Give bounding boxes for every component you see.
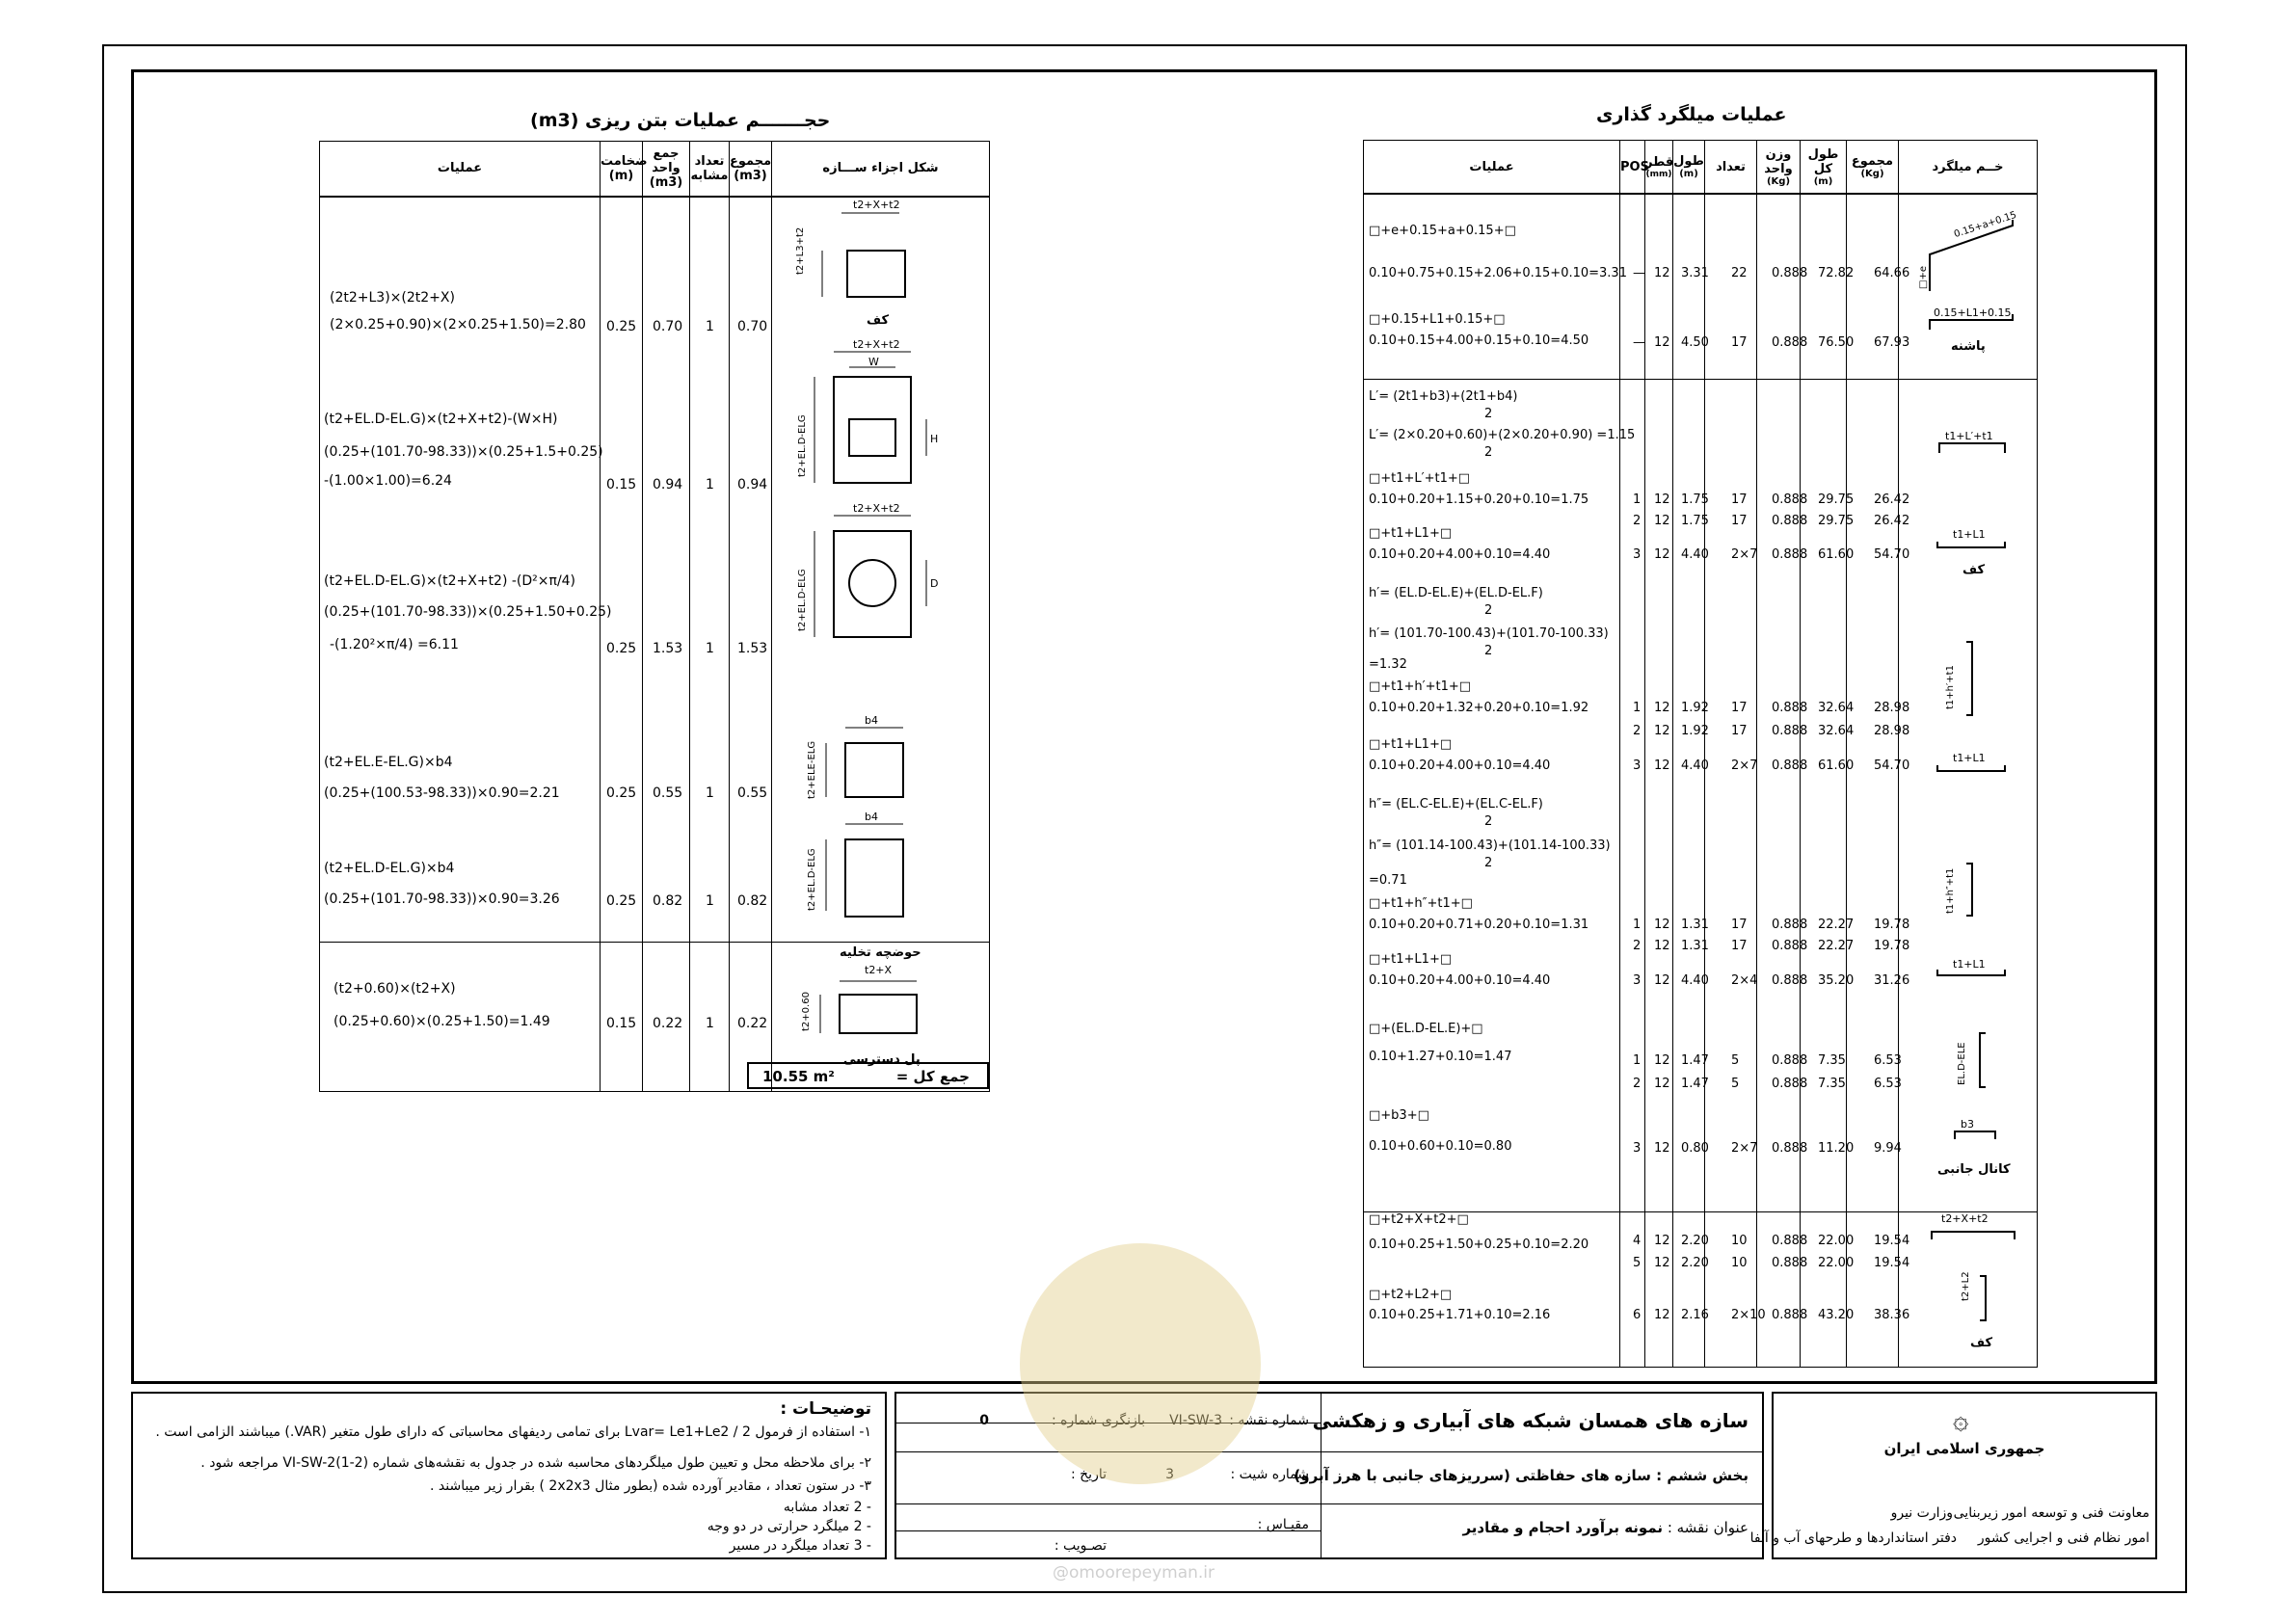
emblem-icon: ۞ bbox=[1953, 1403, 1969, 1435]
rebar-pos-value: 1 bbox=[1633, 492, 1642, 507]
dim-label: b4 bbox=[865, 713, 878, 727]
note-3: ۳- در ستون تعداد ، مقادیر آورده شده (بطور مثال 2x2x3 ) بقرار زیر میباشند . bbox=[429, 1478, 871, 1494]
unit-volume-value: 0.70 bbox=[653, 318, 683, 334]
rebar-w-value: 0.888 bbox=[1772, 724, 1808, 738]
rebar-dia-value: 12 bbox=[1654, 492, 1670, 507]
sheet-no: VI-SW-3 bbox=[1169, 1413, 1222, 1428]
dim-label: t2+X bbox=[865, 964, 893, 977]
formula-line: □+t2+X+t2+□ bbox=[1369, 1212, 1469, 1227]
formula: -(1.20²×π/4) =6.11 bbox=[330, 636, 459, 652]
thickness-value: 0.25 bbox=[606, 892, 637, 909]
rebar-len-value: 1.47 bbox=[1681, 1077, 1709, 1091]
count-value: 1 bbox=[706, 640, 714, 656]
dim-label: t1+L1 bbox=[1953, 528, 1986, 541]
formula: (0.25+0.60)×(0.25+1.50)=1.49 bbox=[334, 1014, 550, 1030]
section-title: بخش ششم : سازه های حفاظتی (سرریزهای جانبی با هرز آبرو) bbox=[1294, 1467, 1749, 1484]
rebar-dia-value: 12 bbox=[1654, 1234, 1670, 1248]
concrete-unit-cell bbox=[643, 197, 690, 943]
rebar-sum-value: 67.93 bbox=[1874, 335, 1910, 350]
formula-line: 2 bbox=[1484, 814, 1493, 829]
col-length: طول (m) bbox=[1673, 141, 1705, 195]
rebar-tl-value: 22.00 bbox=[1818, 1234, 1855, 1248]
shape-label-floor: کف bbox=[1970, 1336, 1993, 1350]
rebar-sum-value: 19.78 bbox=[1874, 918, 1910, 932]
formula-line: 2 bbox=[1484, 644, 1493, 658]
rebar-w-value: 0.888 bbox=[1772, 335, 1808, 350]
formula-line: =1.32 bbox=[1369, 657, 1407, 672]
dim-label: t2+0.60 bbox=[801, 992, 812, 1032]
total-value: 1.53 bbox=[737, 640, 768, 656]
rebar-cnt-value: 5 bbox=[1731, 1077, 1740, 1091]
dim-label: t2+X+t2 bbox=[853, 337, 900, 351]
rebar-sum-value: 26.42 bbox=[1874, 492, 1910, 507]
dim-label: t2+ELE-ELG bbox=[807, 740, 817, 799]
rebar-sum-value: 28.98 bbox=[1874, 724, 1910, 738]
col-count: تعداد bbox=[1705, 141, 1757, 195]
scale-label: مقیـاس : bbox=[1257, 1517, 1309, 1532]
rebar-dia-value: 12 bbox=[1654, 1077, 1670, 1091]
rebar-sum-value: 9.94 bbox=[1874, 1141, 1902, 1156]
rebar-dia-value: 12 bbox=[1654, 973, 1670, 988]
rebar-pos-value: 4 bbox=[1633, 1234, 1642, 1248]
rebar-len-value: 2.16 bbox=[1681, 1308, 1709, 1322]
rebar-pos-value: 3 bbox=[1633, 973, 1642, 988]
rebar-tl-value: 22.27 bbox=[1818, 939, 1855, 953]
formula-line: 0.10+0.20+4.00+0.10=4.40 bbox=[1369, 758, 1551, 773]
formula-line: L′= (2t1+b3)+(2t1+b4) bbox=[1369, 389, 1518, 404]
count-value: 1 bbox=[706, 1016, 714, 1032]
rebar-tl-value: 72.82 bbox=[1818, 266, 1855, 280]
rebar-cnt-value: 17 bbox=[1731, 514, 1748, 528]
col-unit-weight: وزن واحد (Kg) bbox=[1757, 141, 1801, 195]
concrete-count-cell bbox=[690, 943, 730, 1092]
formula-line: 0.10+0.25+1.71+0.10=2.16 bbox=[1369, 1308, 1551, 1322]
count-value: 1 bbox=[706, 318, 714, 334]
thickness-value: 0.25 bbox=[606, 785, 637, 801]
dim-label: t2+X+t2 bbox=[853, 501, 900, 515]
rebar-sum-value: 19.54 bbox=[1874, 1256, 1910, 1270]
total-value: 0.55 bbox=[737, 785, 768, 801]
rebar-sum-value: 38.36 bbox=[1874, 1308, 1910, 1322]
formula: (0.25+(101.70-98.33))×(0.25+1.50+0.25) bbox=[324, 603, 612, 620]
rebar-tl-value: 7.35 bbox=[1818, 1077, 1846, 1091]
rebar-cnt-value: 2×7 bbox=[1731, 547, 1758, 562]
rebar-dia-value: 12 bbox=[1654, 547, 1670, 562]
rebar-cnt-value: 10 bbox=[1731, 1256, 1748, 1270]
rebar-pos-value: 5 bbox=[1633, 1256, 1642, 1270]
note-2: ۲- برای ملاحظه محل و تعیین طول میلگردهای محاسبه شده در جدول به نقشه‌های شماره (2-1)VI-SW-2 مراجعه شود . bbox=[200, 1455, 871, 1471]
concrete-total-cell bbox=[730, 197, 772, 943]
rebar-cnt-value: 5 bbox=[1731, 1053, 1740, 1068]
dim-label: t2+X+t2 bbox=[853, 198, 900, 211]
formula-line: □+t1+h′+t1+□ bbox=[1369, 679, 1472, 694]
formula-line: □+e+0.15+a+0.15+□ bbox=[1369, 224, 1516, 238]
formula: -(1.00×1.00)=6.24 bbox=[324, 472, 452, 489]
date-label: تاریخ : bbox=[1070, 1467, 1107, 1482]
rebar-pos-value: 2 bbox=[1633, 939, 1642, 953]
count-value: 1 bbox=[706, 785, 714, 801]
rebar-cnt-value: 17 bbox=[1731, 724, 1748, 738]
rebar-len-value: 0.80 bbox=[1681, 1141, 1709, 1156]
shape-label-floor: کف bbox=[867, 312, 890, 328]
col-thickness: ضخامت (m) bbox=[601, 142, 643, 197]
rebar-pos-value: 3 bbox=[1633, 547, 1642, 562]
rebar-pos-value: 2 bbox=[1633, 724, 1642, 738]
dim-label: t1+h′+t1 bbox=[1945, 665, 1956, 709]
rebar-dia-value: 12 bbox=[1654, 266, 1670, 280]
ministry: وزارت نیرو bbox=[1890, 1505, 1953, 1521]
total-label: جمع کل = bbox=[895, 1068, 970, 1085]
rebar-w-value: 0.888 bbox=[1772, 1256, 1808, 1270]
rebar-cnt-value: 2×7 bbox=[1731, 1141, 1758, 1156]
rebar-tl-value: 22.00 bbox=[1818, 1256, 1855, 1270]
rebar-cnt-value: 17 bbox=[1731, 701, 1748, 715]
formula: (2×0.25+0.90)×(2×0.25+1.50)=2.80 bbox=[330, 316, 586, 333]
formula-line: □+(EL.D-EL.E)+□ bbox=[1369, 1022, 1483, 1036]
dim-label: 0.15+a+0.15 bbox=[1952, 209, 2018, 241]
rebar-sum-value: 31.26 bbox=[1874, 973, 1910, 988]
rebar-sum-value: 64.66 bbox=[1874, 266, 1910, 280]
rebar-pos-value: — bbox=[1633, 335, 1645, 350]
formula-line: 2 bbox=[1484, 445, 1493, 460]
rebar-w-value: 0.888 bbox=[1772, 1308, 1808, 1322]
rebar-cnt-value: 22 bbox=[1731, 266, 1748, 280]
country-name: جمهوری اسلامی ایران bbox=[1883, 1440, 2045, 1457]
rebar-w-value: 0.888 bbox=[1772, 973, 1808, 988]
rebar-tl-value: 22.27 bbox=[1818, 918, 1855, 932]
formula: (t2+EL.E-EL.G)×b4 bbox=[324, 754, 453, 770]
rebar-len-value: 1.31 bbox=[1681, 939, 1709, 953]
note-1: ۱- استفاده از فرمول Lvar= Le1+Le2 / 2 برای تمامی ردیفهای محاسباتی که دارای طول متغیر (VAR.) میباشند الزامی است . bbox=[155, 1424, 871, 1440]
formula-line: □+t1+L1+□ bbox=[1369, 952, 1453, 967]
rebar-cnt-value: 2×4 bbox=[1731, 973, 1758, 988]
count-value: 1 bbox=[706, 892, 714, 909]
rebar-len-value: 2.20 bbox=[1681, 1234, 1709, 1248]
formula-line: 2 bbox=[1484, 407, 1493, 421]
concrete-ops-cell bbox=[320, 197, 612, 943]
formula-line: 2 bbox=[1484, 603, 1493, 618]
formula-line: 2 bbox=[1484, 856, 1493, 870]
formula-line: h″= (EL.C-EL.E)+(EL.C-EL.F) bbox=[1369, 797, 1543, 812]
rebar-w-value: 0.888 bbox=[1772, 701, 1808, 715]
shape-label-heel: پاشنه bbox=[1951, 339, 1986, 354]
rebar-cnt-value: 2×7 bbox=[1731, 758, 1758, 773]
rebar-w-value: 0.888 bbox=[1772, 939, 1808, 953]
note-4: - 2 تعداد مشابه bbox=[783, 1500, 871, 1515]
concrete-total-box bbox=[747, 1062, 989, 1089]
formula-line: h″= (101.14-100.43)+(101.14-100.33) bbox=[1369, 838, 1611, 853]
dim-label: □+e bbox=[1918, 266, 1929, 289]
unit-volume-value: 0.94 bbox=[653, 476, 683, 492]
rebar-tl-value: 61.60 bbox=[1818, 547, 1855, 562]
col-shape: شکل اجزاء ســـازه bbox=[772, 142, 990, 197]
shape-label-basin: حوضچه تخلیه bbox=[840, 945, 921, 960]
rebar-sum-value: 54.70 bbox=[1874, 758, 1910, 773]
formula: (0.25+(101.70-98.33))×0.90=3.26 bbox=[324, 891, 560, 907]
formula: (2t2+L3)×(2t2+X) bbox=[330, 289, 455, 306]
formula: (0.25+(101.70-98.33))×(0.25+1.5+0.25) bbox=[324, 443, 603, 460]
unit-volume-value: 0.22 bbox=[653, 1016, 683, 1032]
formula: (t2+0.60)×(t2+X) bbox=[334, 981, 456, 998]
dim-label: b4 bbox=[865, 810, 878, 823]
formula-line: □+t1+L′+t1+□ bbox=[1369, 471, 1471, 486]
dim-label: t1+L1 bbox=[1953, 958, 1986, 971]
sheet: 3 bbox=[1165, 1467, 1174, 1482]
notes-title: توضیحـات : bbox=[780, 1399, 871, 1419]
dim-label: b3 bbox=[1961, 1118, 1974, 1131]
sheet-label: شماره شیت : bbox=[1230, 1467, 1309, 1482]
rebar-dia-value: 12 bbox=[1654, 1053, 1670, 1068]
col-operations: عملیات bbox=[1364, 141, 1620, 195]
thickness-value: 0.25 bbox=[606, 640, 637, 656]
formula: (0.25+(100.53-98.33))×0.90=2.21 bbox=[324, 785, 560, 801]
total-value: 0.70 bbox=[737, 318, 768, 334]
rebar-pos-value: 1 bbox=[1633, 701, 1642, 715]
dim-label: t2+L3+t2 bbox=[795, 226, 806, 275]
rebar-dia-value: 12 bbox=[1654, 335, 1670, 350]
rebar-len-value: 1.75 bbox=[1681, 514, 1709, 528]
formula: (t2+EL.D-EL.G)×(t2+X+t2) -(D²×π/4) bbox=[324, 572, 576, 589]
unit-volume-value: 0.55 bbox=[653, 785, 683, 801]
thickness-value: 0.25 bbox=[606, 318, 637, 334]
rebar-title: عملیات میلگرد گذاری bbox=[1596, 104, 1787, 125]
formula-line: 0.10+0.60+0.10=0.80 bbox=[1369, 1139, 1512, 1154]
rebar-len-value: 1.47 bbox=[1681, 1053, 1709, 1068]
shape-label-bridge: پل دسترسی bbox=[843, 1052, 921, 1068]
formula-line: □+t1+h″+t1+□ bbox=[1369, 896, 1473, 911]
dim-label: t2+X+t2 bbox=[1941, 1212, 1989, 1225]
watermark-text: @omoorepeyman.ir bbox=[1053, 1563, 1215, 1583]
rebar-len-value: 4.50 bbox=[1681, 335, 1709, 350]
concrete-count-cell bbox=[690, 197, 730, 943]
rebar-dia-value: 12 bbox=[1654, 724, 1670, 738]
rebar-sum-value: 54.70 bbox=[1874, 547, 1910, 562]
total-value: 0.94 bbox=[737, 476, 768, 492]
rebar-len-value: 4.40 bbox=[1681, 973, 1709, 988]
rebar-pos-value: 3 bbox=[1633, 1141, 1642, 1156]
rebar-tl-value: 32.64 bbox=[1818, 701, 1855, 715]
rebar-pos-value: 1 bbox=[1633, 918, 1642, 932]
rebar-sum-value: 28.98 bbox=[1874, 701, 1910, 715]
drawing-title: عنوان نقشه : نمونه برآورد احجام و مقادیر bbox=[1462, 1519, 1749, 1536]
unit-volume-value: 0.82 bbox=[653, 892, 683, 909]
org-block bbox=[1749, 1392, 2157, 1559]
formula-line: □+0.15+L1+0.15+□ bbox=[1369, 312, 1506, 327]
main-title: سازه های همسان شبکه های آبیاری و زهکشی bbox=[1312, 1409, 1749, 1432]
col-operations: عملیات bbox=[320, 142, 601, 197]
dim-label: t1+L1 bbox=[1953, 752, 1986, 764]
rebar-w-value: 0.888 bbox=[1772, 1141, 1808, 1156]
rebar-w-value: 0.888 bbox=[1772, 547, 1808, 562]
rebar-tl-value: 61.60 bbox=[1818, 758, 1855, 773]
rebar-tl-value: 76.50 bbox=[1818, 335, 1855, 350]
formula-line: 0.10+0.75+0.15+2.06+0.15+0.10=3.31 bbox=[1369, 266, 1627, 280]
rebar-cnt-value: 17 bbox=[1731, 939, 1748, 953]
rebar-len-value: 4.40 bbox=[1681, 758, 1709, 773]
rebar-tl-value: 29.75 bbox=[1818, 492, 1855, 507]
rebar-pos-value: 6 bbox=[1633, 1308, 1642, 1322]
rebar-w-value: 0.888 bbox=[1772, 918, 1808, 932]
rebar-sum-value: 26.42 bbox=[1874, 514, 1910, 528]
formula-line: 0.10+0.20+4.00+0.10=4.40 bbox=[1369, 973, 1551, 988]
revision: 0 bbox=[979, 1413, 989, 1428]
rebar-pos-value: 2 bbox=[1633, 514, 1642, 528]
concrete-shapes-drawing bbox=[772, 198, 988, 918]
concrete-thickness-cell bbox=[601, 943, 643, 1092]
rebar-dia-value: 12 bbox=[1654, 1256, 1670, 1270]
rebar-cnt-value: 17 bbox=[1731, 335, 1748, 350]
rebar-cnt-value: 17 bbox=[1731, 492, 1748, 507]
col-total-length: طول کل (m) bbox=[1801, 141, 1847, 195]
formula-line: 0.10+0.15+4.00+0.15+0.10=4.50 bbox=[1369, 333, 1589, 348]
shape-label-floor: کف bbox=[1962, 563, 1986, 577]
total-value: 0.22 bbox=[737, 1016, 768, 1032]
concrete-unit-cell bbox=[643, 943, 690, 1092]
rebar-len-value: 1.92 bbox=[1681, 724, 1709, 738]
concrete-shape-cell bbox=[772, 197, 990, 960]
rebar-tl-value: 7.35 bbox=[1818, 1053, 1846, 1068]
dim-label: t1+L′+t1 bbox=[1945, 430, 1993, 442]
dim-label: H bbox=[930, 432, 939, 445]
rebar-w-value: 0.888 bbox=[1772, 1234, 1808, 1248]
dim-label: t2+EL.D-ELG bbox=[797, 414, 808, 477]
rebar-bend-shapes bbox=[1899, 193, 2036, 1364]
rebar-dia-value: 12 bbox=[1654, 758, 1670, 773]
thickness-value: 0.15 bbox=[606, 476, 637, 492]
rebar-w-value: 0.888 bbox=[1772, 1077, 1808, 1091]
rebar-tl-value: 32.64 bbox=[1818, 724, 1855, 738]
col-diameter: قطر (mm) bbox=[1645, 141, 1673, 195]
formula-line: □+t1+L1+□ bbox=[1369, 737, 1453, 752]
col-pos: POS bbox=[1620, 141, 1645, 195]
rebar-tl-value: 35.20 bbox=[1818, 973, 1855, 988]
rebar-tl-value: 11.20 bbox=[1818, 1141, 1855, 1156]
col-unit-volume: جمع واحد (m3) bbox=[643, 142, 690, 197]
dim-label: EL.D-ELE bbox=[1957, 1042, 1967, 1085]
rebar-len-value: 1.31 bbox=[1681, 918, 1709, 932]
rebar-cnt-value: 10 bbox=[1731, 1234, 1748, 1248]
formula-line: 0.10+0.20+1.32+0.20+0.10=1.92 bbox=[1369, 701, 1589, 715]
unit-volume-value: 1.53 bbox=[653, 640, 683, 656]
dept-1: معاونت فنی و توسعه امور زیربنایی bbox=[1953, 1505, 2149, 1521]
sheet-no-label: شماره نقشه : bbox=[1229, 1413, 1309, 1428]
formula-line: □+t1+L1+□ bbox=[1369, 526, 1453, 541]
dim-label: D bbox=[930, 576, 939, 590]
concrete-ops-cell bbox=[320, 943, 601, 1092]
rebar-len-value: 1.92 bbox=[1681, 701, 1709, 715]
concrete-table bbox=[319, 141, 990, 1092]
concrete-title: حجـــــــم عملیات بتن ریزی (m3) bbox=[530, 110, 831, 131]
formula-line: 0.10+1.27+0.10=1.47 bbox=[1369, 1050, 1512, 1064]
dept-3: دفتر استانداردها و طرحهای آب و آبفا bbox=[1749, 1530, 1957, 1546]
formula: (t2+EL.D-EL.G)×b4 bbox=[324, 860, 455, 876]
formula-line: □+t2+L2+□ bbox=[1369, 1288, 1453, 1302]
approve-label: تصـویب : bbox=[1054, 1538, 1107, 1554]
note-6: - 3 تعداد میلگرد در مسیر bbox=[729, 1538, 871, 1554]
rebar-sum-value: 19.54 bbox=[1874, 1234, 1910, 1248]
col-total: مجموع (m3) bbox=[730, 142, 772, 197]
dim-label: t2+EL.D-ELG bbox=[797, 569, 808, 631]
dim-label: t2+EL.D-ELG bbox=[807, 848, 817, 911]
col-count: تعداد مشابه bbox=[690, 142, 730, 197]
dept-2: امور نظام فنی و اجرایی کشور bbox=[1977, 1530, 2149, 1546]
rebar-tl-value: 29.75 bbox=[1818, 514, 1855, 528]
rebar-tl-value: 43.20 bbox=[1818, 1308, 1855, 1322]
rebar-cnt-value: 2×10 bbox=[1731, 1308, 1766, 1322]
rebar-len-value: 1.75 bbox=[1681, 492, 1709, 507]
rebar-dia-value: 12 bbox=[1654, 514, 1670, 528]
formula-line: L′= (2×0.20+0.60)+(2×0.20+0.90) =1.15 bbox=[1369, 428, 1636, 442]
formula-line: 0.10+0.20+1.15+0.20+0.10=1.75 bbox=[1369, 492, 1589, 507]
rebar-w-value: 0.888 bbox=[1772, 1053, 1808, 1068]
notes-box bbox=[131, 1392, 887, 1559]
concrete-thickness-cell bbox=[601, 197, 643, 943]
rebar-sum-value: 6.53 bbox=[1874, 1053, 1902, 1068]
rebar-sum-value: 6.53 bbox=[1874, 1077, 1902, 1091]
rebar-pos-value: — bbox=[1633, 266, 1645, 280]
watermark-logo bbox=[1020, 1243, 1261, 1484]
formula-line: □+b3+□ bbox=[1369, 1108, 1429, 1123]
rebar-len-value: 4.40 bbox=[1681, 547, 1709, 562]
formula-line: 0.10+0.20+0.71+0.20+0.10=1.31 bbox=[1369, 918, 1589, 932]
rebar-cnt-value: 17 bbox=[1731, 918, 1748, 932]
note-5: - 2 میلگرد حرارتی در دو وجه bbox=[707, 1519, 871, 1534]
rebar-dia-value: 12 bbox=[1654, 1141, 1670, 1156]
rebar-dia-value: 12 bbox=[1654, 701, 1670, 715]
rebar-sum-value: 19.78 bbox=[1874, 939, 1910, 953]
rebar-w-value: 0.888 bbox=[1772, 492, 1808, 507]
dim-label: 0.15+L1+0.15 bbox=[1934, 306, 2012, 319]
rebar-len-value: 3.31 bbox=[1681, 266, 1709, 280]
rebar-len-value: 2.20 bbox=[1681, 1256, 1709, 1270]
col-sum: مجموع (Kg) bbox=[1847, 141, 1899, 195]
formula-line: 0.10+0.20+4.00+0.10=4.40 bbox=[1369, 547, 1551, 562]
rebar-pos-value: 1 bbox=[1633, 1053, 1642, 1068]
rebar-w-value: 0.888 bbox=[1772, 266, 1808, 280]
dim-label: t2+L2 bbox=[1961, 1271, 1971, 1301]
total-value: 10.55 m² bbox=[762, 1068, 835, 1085]
rebar-dia-value: 12 bbox=[1654, 918, 1670, 932]
rebar-dia-value: 12 bbox=[1654, 939, 1670, 953]
shape-label-channel: کانال جانبی bbox=[1937, 1162, 2011, 1177]
rebar-w-value: 0.888 bbox=[1772, 758, 1808, 773]
revision-label: بازنگری شماره : bbox=[1051, 1413, 1145, 1428]
rebar-dia-value: 12 bbox=[1654, 1308, 1670, 1322]
rebar-pos-value: 3 bbox=[1633, 758, 1642, 773]
formula: (t2+EL.D-EL.G)×(t2+X+t2)-(W×H) bbox=[324, 411, 558, 427]
dim-label: t1+h″+t1 bbox=[1945, 867, 1956, 914]
formula-line: h′= (EL.D-EL.E)+(EL.D-EL.F) bbox=[1369, 586, 1543, 600]
rebar-pos-value: 2 bbox=[1633, 1077, 1642, 1091]
formula-line: 0.10+0.25+1.50+0.25+0.10=2.20 bbox=[1369, 1237, 1589, 1252]
title-block bbox=[894, 1392, 1764, 1559]
dim-label: W bbox=[868, 355, 879, 368]
count-value: 1 bbox=[706, 476, 714, 492]
formula-line: =0.71 bbox=[1369, 873, 1407, 888]
col-bend-shape: خــم میلگرد bbox=[1899, 141, 2038, 195]
formula-line: h′= (101.70-100.43)+(101.70-100.33) bbox=[1369, 626, 1609, 641]
rebar-w-value: 0.888 bbox=[1772, 514, 1808, 528]
total-value: 0.82 bbox=[737, 892, 768, 909]
thickness-value: 0.15 bbox=[606, 1016, 637, 1032]
